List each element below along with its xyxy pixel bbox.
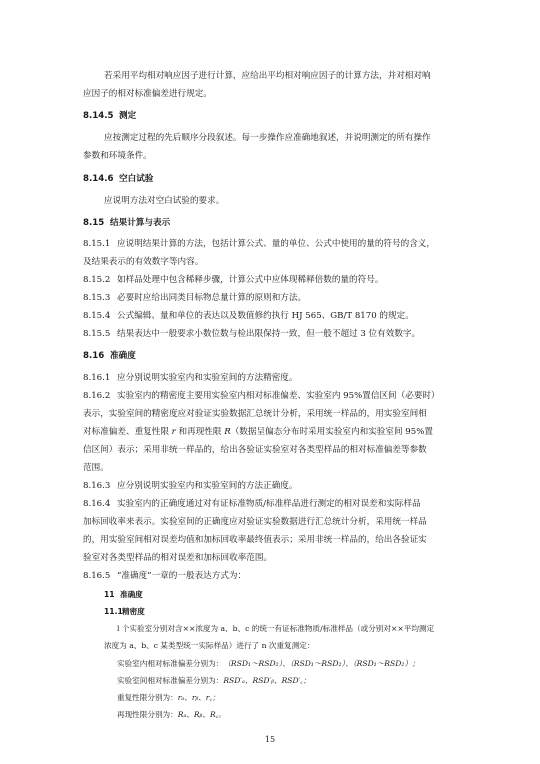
- example-line-1: l 个实验室分别对含××浓度为 a、b、c 的统一有证标准物质/标准样品（或分别对××平均测定: [117, 624, 435, 633]
- example-line-2: 浓度为 a、b、c 某类型统一实际样品）进行了 n 次重复测定：: [104, 641, 315, 650]
- clause-text: 应分别说明实验室内和实验室间的方法正确度。: [117, 481, 298, 491]
- para-8-14-5-line-1: 应按测定过程的先后顺序分段叙述。每一步操作应准确地叙述，并说明测定的所有操作: [104, 133, 431, 143]
- clause-number: 8.16.2: [83, 391, 111, 401]
- clause-8-15-3: [83, 292, 306, 304]
- clause-number: 8.16.4: [83, 499, 111, 509]
- row-value: Rₐ、Rᵦ、R꜀。: [177, 710, 226, 719]
- intro-line-1: 若采用平均相对响应因子进行计算，应给出平均相对响应因子的计算方法，并对相对响: [104, 71, 431, 81]
- para-8-14-6: 应说明方法对空白试验的要求。: [104, 196, 225, 206]
- heading-number: 11: [104, 590, 115, 599]
- heading-title: 结果计算与表示: [110, 218, 171, 228]
- heading-title: 空白试验: [119, 174, 154, 184]
- clause-text: 如样品处理中包含稀释步骤，计算公式中应体现稀释倍数的量的符号。: [117, 275, 384, 285]
- clause-8-16-2-line-4: 信区间）表示；采用非统一样品的，给出各验证实验室对各类型样品的相对标准偏差等参数: [83, 445, 427, 455]
- para-8-14-5-line-2: 参数和环境条件。: [83, 151, 152, 161]
- clause-text: 应分别说明实验室内和实验室间的方法精密度。: [117, 373, 298, 383]
- clause-text: 结果表达中一般要求小数位数与检出限保持一致，但一般不超过 3 位有效数字。: [117, 329, 421, 339]
- clause-number: 8.15.4: [83, 311, 111, 321]
- heading-number: 8.14.5: [83, 111, 114, 121]
- example-row-repeatability: [117, 692, 220, 704]
- text-run: 和再现性限: [175, 427, 225, 437]
- clause-number: 8.15.5: [83, 329, 111, 339]
- heading-number: 8.16: [83, 351, 105, 361]
- row-label: 实验室间相对标准偏差分别为：: [117, 676, 224, 685]
- heading-title: 测定: [119, 111, 137, 121]
- heading-number: 11.1: [104, 607, 123, 616]
- clause-8-16-2: [83, 390, 440, 402]
- example-heading-11: [104, 589, 143, 601]
- example-row-reproducibility: [117, 709, 226, 721]
- clause-8-15-4: [83, 310, 414, 322]
- clause-number: 8.16.5: [83, 571, 111, 581]
- clause-8-15-1-cont: 及结果表示的有效数字等内容。: [83, 257, 204, 267]
- heading-8-15: [83, 217, 170, 229]
- clause-number: 8.15.2: [83, 275, 111, 285]
- text-run: 对标准偏差、重复性限: [83, 427, 172, 437]
- clause-8-16-5: [83, 570, 246, 582]
- clause-8-15-2: [83, 274, 383, 286]
- clause-text: 必要时应给出同类目标物总量计算的原则和方法。: [117, 293, 307, 303]
- row-label: 重复性限分别为：: [117, 693, 178, 702]
- clause-number: 8.15.1: [83, 239, 111, 249]
- symbol-R: R: [224, 427, 231, 437]
- clause-8-16-2-line-2: 表示，实验室间的精密度应对验证实验数据汇总统计分析，采用统一样品的，用实验室间相: [83, 409, 427, 419]
- clause-8-16-2-line-5: 范围。: [83, 463, 109, 473]
- clause-8-15-5: [83, 328, 420, 340]
- heading-8-14-6: [83, 173, 153, 185]
- clause-8-16-4-line-2: 加标回收率来表示。实验室间的正确度应对验证实验数据进行汇总统计分析，采用统一样品: [83, 517, 427, 527]
- clause-text: 实验室内的精密度主要用实验室内相对标准偏差、实验室内 95%置信区间（必要时）: [117, 391, 440, 401]
- clause-8-16-1: [83, 372, 297, 384]
- clause-8-16-4: [83, 498, 421, 510]
- heading-title: 准确度: [110, 351, 136, 361]
- text-run: （数据呈偏态分布时采用实验室内和实验室间 95%置: [230, 427, 434, 437]
- clause-number: 8.15.3: [83, 293, 111, 303]
- heading-number: 8.15: [83, 218, 105, 228]
- clause-8-15-1: [83, 238, 435, 250]
- heading-number: 8.14.6: [83, 174, 114, 184]
- clause-8-16-3: [83, 480, 297, 492]
- row-value: （RSD₁～RSD₂）、（RSD₁～RSD₂）、（RSD₁～RSD₂）；: [223, 659, 420, 668]
- page-number: 15: [264, 735, 276, 744]
- heading-title: 精密度: [122, 607, 145, 616]
- intro-line-2: 应因子的相对标准偏差进行规定。: [83, 89, 212, 99]
- heading-title: 准确度: [120, 590, 143, 599]
- clause-text: 应说明结果计算的方法，包括计算公式、量的单位、公式中使用的量的符号的含义，: [117, 239, 435, 249]
- heading-8-16: [83, 350, 136, 362]
- row-label: 再现性限分别为：: [117, 710, 178, 719]
- symbol-r: r: [171, 427, 176, 437]
- example-row-within-lab-rsd: [117, 658, 420, 670]
- clause-number: 8.16.1: [83, 373, 111, 383]
- clause-8-16-4-line-3: 的，用实验室间相对误差均值和加标回收率最终值表示；采用非统一样品的，给出各验证实: [83, 535, 427, 545]
- example-row-between-lab-rsd: [117, 675, 311, 687]
- heading-8-14-5: [83, 110, 136, 122]
- row-value: RSD′ₐ、RSD′ᵦ、RSD′꜀；: [223, 676, 311, 685]
- row-value: rₐ、rᵦ、r꜀；: [177, 693, 220, 702]
- clause-text: “准确度”一章的一般表达方式为：: [117, 571, 247, 581]
- clause-text: 公式编辑、量和单位的表达以及数值修约执行 HJ 565、GB/T 8170 的规定。: [117, 311, 414, 321]
- example-heading-11-1: [104, 606, 145, 618]
- row-label: 实验室内相对标准偏差分别为：: [117, 659, 224, 668]
- clause-8-16-4-line-4: 验室对各类型样品的相对误差和加标回收率范围。: [83, 553, 273, 563]
- clause-8-16-2-line-3: [83, 426, 433, 438]
- clause-text: 实验室内的正确度通过对有证标准物质/标准样品进行测定的相对误差和实际样品: [117, 499, 421, 509]
- clause-number: 8.16.3: [83, 481, 111, 491]
